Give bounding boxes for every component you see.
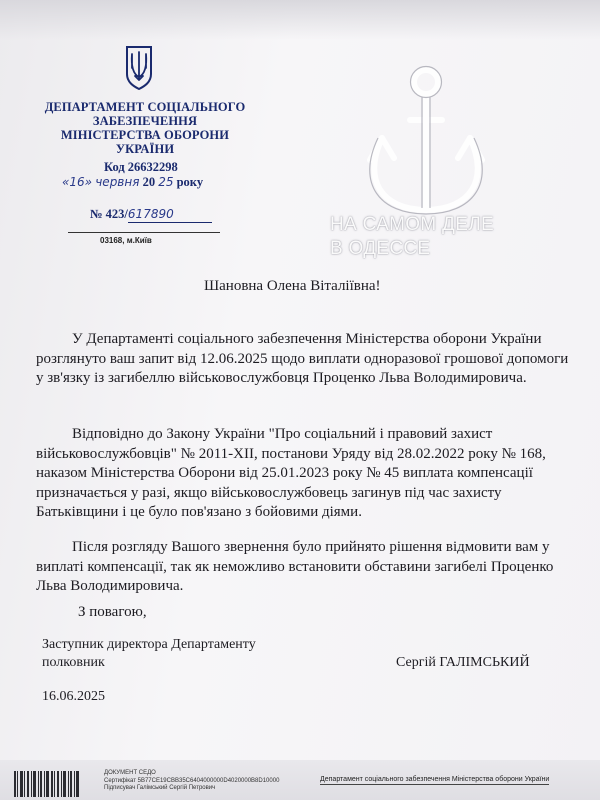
sedo-line: Сертифікат 5B77CE19CBB35C6404000000D4020000B8D10000 bbox=[104, 777, 280, 784]
watermark-line: В ОДЕССЕ bbox=[330, 238, 431, 259]
paragraph-request: У Департаменті соціального забезпечення Міністерства оборони України розглянуто ваш запит від 12.06.2025 щодо виплати одноразової грошової допомоги у зв'язку із загибеллю військовослужбовця Проценко Льва Володимировича. bbox=[36, 331, 569, 386]
document-date: 16.06.2025 bbox=[42, 689, 105, 704]
signer-title bbox=[42, 636, 256, 672]
department-line: ЗАБЕЗПЕЧЕННЯ bbox=[92, 114, 198, 128]
address-rule bbox=[68, 232, 220, 233]
sedo-line: Підписувач Галімський Сергій Петрович bbox=[104, 785, 216, 791]
outgoing-number bbox=[90, 207, 212, 223]
signer-position: Заступник директора Департаменту bbox=[42, 637, 256, 652]
date-day: «16» bbox=[62, 175, 93, 189]
paragraph-legal-basis: Відповідно до Закону України "Про соціальний і правовий захист військовослужбовців" № 2011-XII, постанови Уряду від 28.02.2022 року № 168, наказом Міністерства Оборони від 25.01.2023 року № 45 виплата компенсації призначається у разі, якщо військовослужбовець загинув під час захисту Батьківщини і це було пов'язано з бойовими діями. bbox=[36, 426, 546, 520]
footer-department: Департамент соціального забезпечення Міністерства оборони України bbox=[320, 776, 550, 783]
department-line: УКРАЇНИ bbox=[115, 142, 175, 156]
sedo-signature-block bbox=[104, 770, 279, 793]
department-code: Код 26632298 bbox=[104, 160, 178, 174]
sedo-line: ДОКУМЕНТ СЕДО bbox=[104, 770, 156, 776]
trident-emblem-icon bbox=[124, 44, 154, 90]
paragraph-decision: Після розгляду Вашого звернення було прийнято рішення відмовити вам у виплаті компенсації, так як неможливо встановити обставини загибелі Проценко Льва Володимировича. bbox=[36, 539, 554, 594]
photo-shadow bbox=[0, 0, 600, 40]
date-month: червня bbox=[95, 175, 140, 189]
date-year-prefix: 20 bbox=[142, 175, 159, 189]
signer-name: Сергій ГАЛІМСЬКИЙ bbox=[396, 655, 530, 670]
department-line: МІНІСТЕРСТВА ОБОРОНИ bbox=[60, 128, 230, 142]
number-prefix: № 423/ bbox=[90, 207, 128, 221]
number-handwritten: 617890 bbox=[127, 207, 174, 221]
department-header bbox=[30, 100, 260, 156]
signer-rank: полковник bbox=[42, 655, 105, 670]
greeting: Шановна Олена Віталіївна! bbox=[204, 278, 381, 294]
address: 03168, м.Київ bbox=[100, 236, 152, 245]
barcode-icon bbox=[14, 771, 80, 797]
watermark-line: НА САМОМ ДЕЛЕ bbox=[330, 214, 494, 235]
closing: З повагою, bbox=[78, 604, 147, 620]
date-year-hand: 25 bbox=[158, 175, 174, 189]
date-suffix: року bbox=[176, 175, 204, 189]
outgoing-date bbox=[62, 175, 203, 190]
department-line: ДЕПАРТАМЕНТ СОЦІАЛЬНОГО bbox=[44, 100, 246, 114]
watermark-text bbox=[330, 213, 530, 261]
